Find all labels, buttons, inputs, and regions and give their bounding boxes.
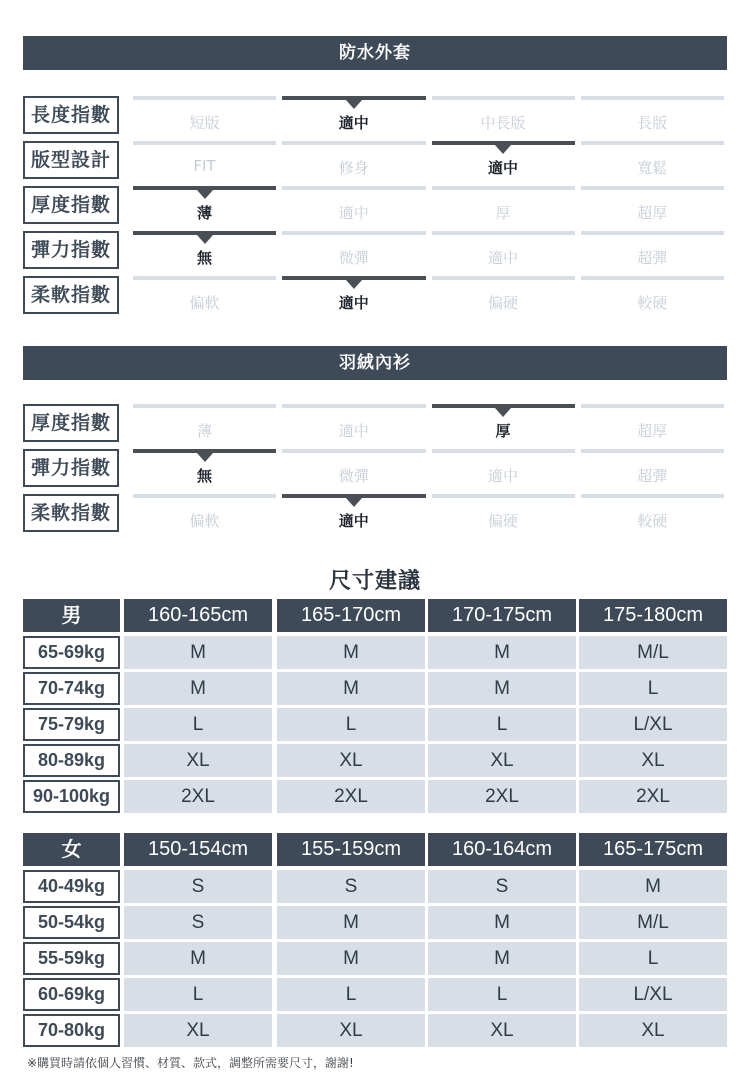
size-cell: 2XL <box>428 780 576 813</box>
size-cell: XL <box>124 744 272 777</box>
indicator-option: 寬鬆 <box>637 159 668 177</box>
weight-label: 40-49kg <box>23 870 120 903</box>
size-cell: L <box>277 708 425 741</box>
footnote: ※購買時請依個人習慣、材質、款式，調整所需要尺寸，謝謝! <box>27 1056 354 1070</box>
size-cell: XL <box>124 1014 272 1047</box>
size-cell: M <box>124 636 272 669</box>
size-cell: 2XL <box>579 780 727 813</box>
indicator-option: 偏軟 <box>189 294 220 312</box>
indicator-option: 偏硬 <box>487 512 518 530</box>
table-row <box>23 906 727 939</box>
indicator-option: 超彈 <box>637 467 668 485</box>
table-row <box>23 942 727 975</box>
indicator-segment <box>133 141 276 145</box>
indicator-row <box>23 96 727 136</box>
indicator-label: 厚度指數 <box>23 404 119 442</box>
height-header: 170-175cm <box>428 599 576 632</box>
indicator-segment <box>581 449 724 453</box>
indicator-row <box>23 276 727 316</box>
indicator-option: 微彈 <box>338 467 369 485</box>
indicator-option: 偏軟 <box>189 512 220 530</box>
indicator-option: 較硬 <box>637 294 668 312</box>
weight-label: 75-79kg <box>23 708 120 741</box>
table-row <box>23 870 727 903</box>
height-header: 160-164cm <box>428 833 576 866</box>
size-cell: M <box>277 906 425 939</box>
table-row <box>23 978 727 1011</box>
indicator-segment <box>432 276 575 280</box>
indicator-label: 版型設計 <box>23 141 119 179</box>
indicator-row <box>23 449 727 489</box>
indicator-bar <box>130 494 727 530</box>
indicator-option: 超厚 <box>637 422 668 440</box>
size-cell: M <box>277 672 425 705</box>
size-cell: 2XL <box>277 780 425 813</box>
size-cell: S <box>428 870 576 903</box>
indicator-option: 適中 <box>487 249 518 267</box>
indicator-pointer-icon <box>495 408 511 417</box>
size-cell: M <box>428 636 576 669</box>
indicator-pointer-icon <box>495 145 511 154</box>
gender-label: 女 <box>23 833 120 866</box>
weight-label: 50-54kg <box>23 906 120 939</box>
indicator-option: 適中 <box>338 422 369 440</box>
height-header: 160-165cm <box>124 599 272 632</box>
size-cell: L <box>428 978 576 1011</box>
indicator-segment <box>282 141 425 145</box>
indicator-bar <box>130 404 727 440</box>
height-header: 165-170cm <box>277 599 425 632</box>
indicator-segment <box>581 404 724 408</box>
indicator-row <box>23 186 727 226</box>
indicator-segment <box>133 404 276 408</box>
indicator-segment <box>581 276 724 280</box>
size-title: 尺寸建議 <box>328 569 421 594</box>
height-header: 150-154cm <box>124 833 272 866</box>
table-row <box>23 780 727 813</box>
indicator-segment <box>432 494 575 498</box>
indicator-label: 厚度指數 <box>23 186 119 224</box>
size-cell: XL <box>277 1014 425 1047</box>
table-row <box>23 1014 727 1047</box>
size-cell: M <box>428 906 576 939</box>
table-row <box>23 744 727 777</box>
size-cell: S <box>124 906 272 939</box>
weight-label: 55-59kg <box>23 942 120 975</box>
size-cell: M/L <box>579 906 727 939</box>
size-cell: M <box>428 672 576 705</box>
table-header-row <box>23 833 727 866</box>
jacket-title: 防水外套 <box>23 36 727 70</box>
indicator-pointer-icon <box>346 100 362 109</box>
size-cell: XL <box>428 1014 576 1047</box>
indicator-pointer-icon <box>346 280 362 289</box>
table-row <box>23 636 727 669</box>
indicator-segment <box>133 276 276 280</box>
indicator-label: 長度指數 <box>23 96 119 134</box>
weight-label: 70-80kg <box>23 1014 120 1047</box>
size-cell: L <box>124 708 272 741</box>
indicator-option: 微彈 <box>338 249 369 267</box>
indicator-segment <box>133 494 276 498</box>
table-header-row <box>23 599 727 632</box>
indicator-label: 柔軟指數 <box>23 494 119 532</box>
indicator-option: 超彈 <box>637 249 668 267</box>
size-cell: M <box>428 942 576 975</box>
indicator-option: 無 <box>196 467 212 485</box>
indicator-option: 薄 <box>196 422 212 440</box>
indicator-pointer-icon <box>197 453 213 462</box>
indicator-option: 適中 <box>338 512 369 530</box>
indicator-bar <box>130 141 727 177</box>
indicator-option: 長版 <box>637 114 668 132</box>
indicator-bar <box>130 276 727 312</box>
size-cell: M <box>277 636 425 669</box>
indicator-option: 厚 <box>495 204 511 222</box>
indicator-option: 適中 <box>487 467 518 485</box>
indicator-bar <box>130 231 727 267</box>
height-header: 155-159cm <box>277 833 425 866</box>
size-cell: L <box>277 978 425 1011</box>
indicator-row <box>23 404 727 444</box>
indicator-segment <box>581 141 724 145</box>
weight-label: 70-74kg <box>23 672 120 705</box>
size-cell: XL <box>579 744 727 777</box>
height-header: 175-180cm <box>579 599 727 632</box>
indicator-option: 無 <box>196 249 212 267</box>
indicator-segment <box>581 494 724 498</box>
indicator-option: 修身 <box>338 159 369 177</box>
weight-label: 80-89kg <box>23 744 120 777</box>
gender-label: 男 <box>23 599 120 632</box>
indicator-row <box>23 494 727 534</box>
size-cell: XL <box>579 1014 727 1047</box>
inner-title: 羽絨內衫 <box>23 346 727 380</box>
size-cell: L <box>579 672 727 705</box>
indicator-option: 超厚 <box>637 204 668 222</box>
size-cell: L/XL <box>579 708 727 741</box>
indicator-pointer-icon <box>346 498 362 507</box>
size-cell: S <box>124 870 272 903</box>
indicator-segment <box>282 186 425 190</box>
indicator-segment <box>133 96 276 100</box>
indicator-row <box>23 141 727 181</box>
indicator-option: 適中 <box>338 204 369 222</box>
indicator-segment <box>432 449 575 453</box>
table-row <box>23 708 727 741</box>
size-cell: XL <box>428 744 576 777</box>
indicator-segment <box>432 96 575 100</box>
indicator-segment <box>581 231 724 235</box>
size-cell: M/L <box>579 636 727 669</box>
size-cell: L <box>579 942 727 975</box>
size-cell: M <box>277 942 425 975</box>
indicator-option: 較硬 <box>637 512 668 530</box>
indicator-label: 彈力指數 <box>23 231 119 269</box>
weight-label: 90-100kg <box>23 780 120 813</box>
size-cell: S <box>277 870 425 903</box>
indicator-option: 薄 <box>196 204 212 222</box>
weight-label: 65-69kg <box>23 636 120 669</box>
indicator-pointer-icon <box>197 235 213 244</box>
indicator-bar <box>130 96 727 132</box>
indicator-segment <box>282 231 425 235</box>
indicator-segment <box>282 449 425 453</box>
size-cell: M <box>124 942 272 975</box>
indicator-option: 適中 <box>487 159 518 177</box>
indicator-option: 適中 <box>338 294 369 312</box>
indicator-bar <box>130 449 727 485</box>
size-cell: M <box>579 870 727 903</box>
size-cell: L <box>428 708 576 741</box>
size-cell: 2XL <box>124 780 272 813</box>
indicator-option: 短版 <box>189 114 220 132</box>
size-cell: L/XL <box>579 978 727 1011</box>
indicator-segment <box>432 231 575 235</box>
table-row <box>23 672 727 705</box>
indicator-label: 彈力指數 <box>23 449 119 487</box>
indicator-row <box>23 231 727 271</box>
size-cell: XL <box>277 744 425 777</box>
indicator-segment <box>282 404 425 408</box>
indicator-segment <box>581 186 724 190</box>
indicator-option: 適中 <box>338 114 369 132</box>
height-header: 165-175cm <box>579 833 727 866</box>
indicator-option: 偏硬 <box>487 294 518 312</box>
indicator-label: 柔軟指數 <box>23 276 119 314</box>
indicator-option: 中長版 <box>480 114 526 132</box>
indicator-option: FIT <box>193 157 216 175</box>
indicator-segment <box>581 96 724 100</box>
indicator-segment <box>432 186 575 190</box>
size-cell: L <box>124 978 272 1011</box>
indicator-option: 厚 <box>495 422 511 440</box>
indicator-pointer-icon <box>197 190 213 199</box>
size-cell: M <box>124 672 272 705</box>
weight-label: 60-69kg <box>23 978 120 1011</box>
indicator-bar <box>130 186 727 222</box>
